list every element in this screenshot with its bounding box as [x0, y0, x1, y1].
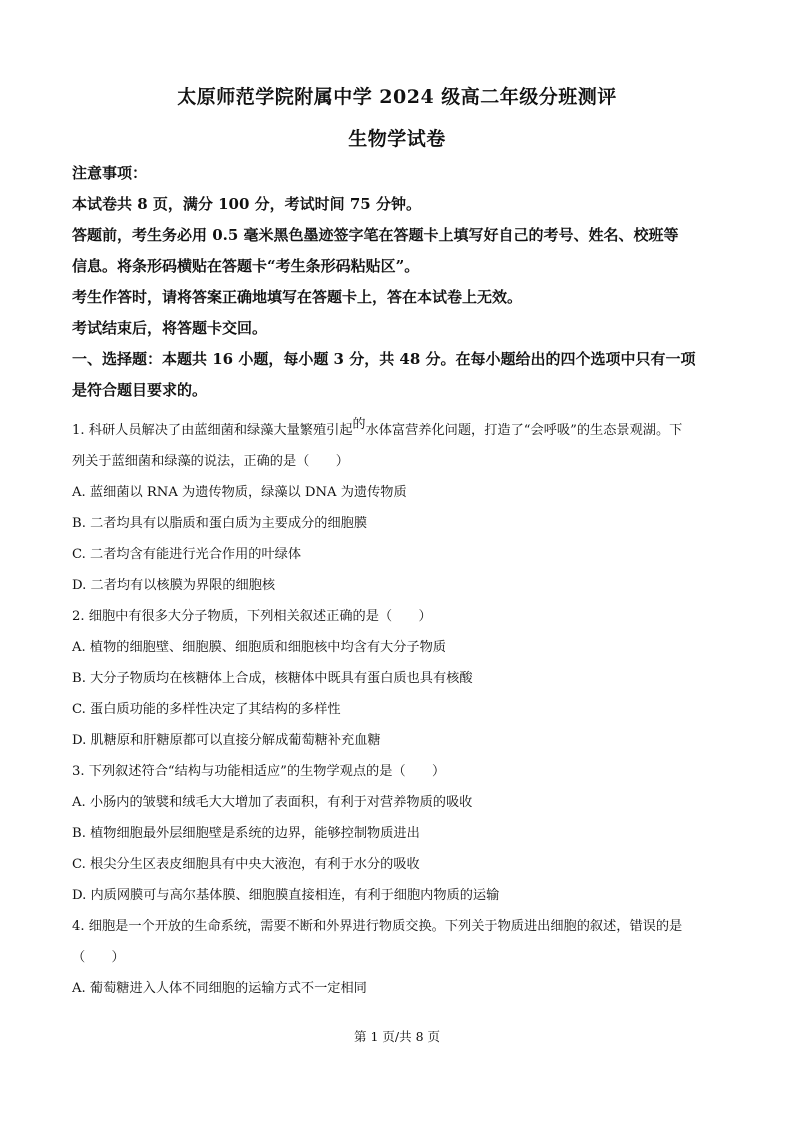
question-stem: （ ） [72, 950, 125, 965]
page-number: 第 1 页/共 8 页 [353, 1029, 440, 1044]
option-d: D. 肌糖原和肝糖原都可以直接分解成葡萄糖补充血糖 [72, 733, 381, 748]
option-b: B. 植物细胞最外层细胞壁是系统的边界，能够控制物质进出 [72, 826, 420, 841]
question-stem [72, 415, 732, 446]
question-stem: 3. 下列叙述符合“结构与功能相适应”的生物学观点的是（ ） [72, 764, 446, 779]
question-list [72, 415, 732, 1004]
notice-line: 本试卷共 8 页，满分 100 分，考试时间 75 分钟。 [72, 195, 421, 213]
notice-section [72, 158, 732, 406]
question-stem: 2. 细胞中有很多大分子物质，下列相关叙述正确的是（ ） [72, 609, 432, 624]
option-c: C. 根尖分生区表皮细胞具有中央大液泡，有利于水分的吸收 [72, 857, 420, 872]
option-a: A. 葡萄糖进入人体不同细胞的运输方式不一定相同 [72, 981, 367, 996]
notice-heading: 注意事项： [72, 164, 148, 182]
option-b: B. 二者均具有以脂质和蛋白质为主要成分的细胞膜 [72, 516, 368, 531]
section-heading: 一、选择题：本题共 16 小题，每小题 3 分，共 48 分。在每小题给出的四个选项中只有一项 [72, 350, 696, 368]
exam-title: 太原师范学院附属中学 2024 级高二年级分班测评 [177, 86, 617, 108]
notice-line: 考试结束后，将答题卡交回。 [72, 319, 268, 337]
question-stem: 列关于蓝细菌和绿藻的说法，正确的是（ ） [72, 454, 349, 469]
option-a: A. 蓝细菌以 RNA 为遗传物质，绿藻以 DNA 为遗传物质 [72, 485, 407, 500]
option-c: C. 二者均含有能进行光合作用的叶绿体 [72, 547, 302, 562]
option-a: A. 植物的细胞壁、细胞膜、细胞质和细胞核中均含有大分子物质 [72, 640, 446, 655]
question-stem: 4. 细胞是一个开放的生命系统，需要不断和外界进行物质交换。下列关于物质进出细胞的叙述，错误的是 [72, 919, 683, 934]
stem-text: 1. 科研人员解决了由蓝细菌和绿藻大量繁殖引起 [72, 423, 353, 438]
option-b: B. 大分子物质均在核糖体上合成，核糖体中既具有蛋白质也具有核酸 [72, 671, 473, 686]
stem-text: 的 [352, 417, 366, 432]
notice-line: 答题前，考生务必用 0.5 毫米黑色墨迹签字笔在答题卡上填写好自己的考号、姓名、校班等 [72, 226, 679, 244]
option-a: A. 小肠内的皱襞和绒毛大大增加了表面积，有利于对营养物质的吸收 [72, 795, 473, 810]
section-heading: 是符合题目要求的。 [72, 381, 208, 399]
notice-line: 信息。将条形码横贴在答题卡“考生条形码粘贴区”。 [72, 257, 420, 275]
notice-line: 考生作答时，请将答案正确地填写在答题卡上，答在本试卷上无效。 [72, 288, 523, 306]
stem-text: 水体富营养化问题，打造了“会呼吸”的生态景观湖。下 [365, 423, 683, 438]
option-d: D. 内质网膜可与高尔基体膜、细胞膜直接相连，有利于细胞内物质的运输 [72, 888, 500, 903]
option-d: D. 二者均有以核膜为界限的细胞核 [72, 578, 276, 593]
exam-subtitle: 生物学试卷 [348, 128, 446, 150]
option-c: C. 蛋白质功能的多样性决定了其结构的多样性 [72, 702, 341, 717]
